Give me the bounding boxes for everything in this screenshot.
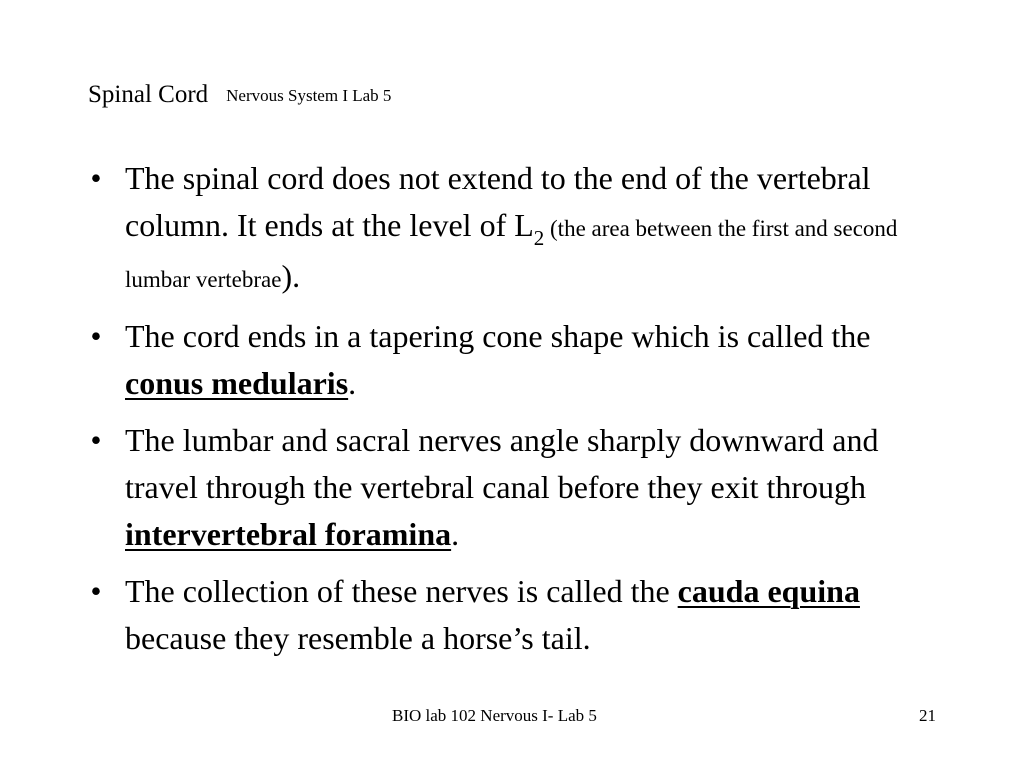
bullet-marker: • [90,573,102,609]
bullet-1-ending: ). [281,258,301,294]
bullet-item-3 [84,417,954,558]
bullet-marker: • [90,422,102,458]
bullet-2-text: The cord ends in a tapering cone shape which is called the [125,318,871,354]
bullet-2-ending: . [348,365,357,401]
bullet-3-text: The lumbar and sacral nerves angle sharply downward and travel through the vertebral canal before they exit through [125,422,879,505]
footer-course-label: BIO lab 102 Nervous I- Lab 5 [392,706,597,725]
term-intervertebral-foramina: intervertebral foramina [125,516,452,552]
bullet-1-text: The spinal cord does not extend to the end of the vertebral column. It ends at the level of L [125,160,871,243]
term-conus-medularis: conus medularis [125,365,349,401]
bullet-item-4 [84,568,954,662]
title-subtitle: Nervous System I Lab 5 [226,86,392,105]
bullet-marker: • [90,160,102,196]
bullet-list [84,155,954,672]
bullet-3-ending: . [451,516,460,552]
bullet-4-ending: because they resemble a horse’s tail. [125,620,591,656]
bullet-item-2 [84,313,954,407]
slide-number: 21 [919,706,936,725]
title-main: Spinal Cord [88,81,209,108]
term-cauda-equina: cauda equina [677,573,860,609]
bullet-4-text: The collection of these nerves is called the [125,573,678,609]
bullet-marker: • [90,318,102,354]
bullet-item-1 [84,155,954,303]
bullet-1-subscript: 2 [533,226,545,250]
slide-title [88,82,391,107]
bullet-1-note: (the area between the first and second lumbar vertebrae [125,216,898,292]
